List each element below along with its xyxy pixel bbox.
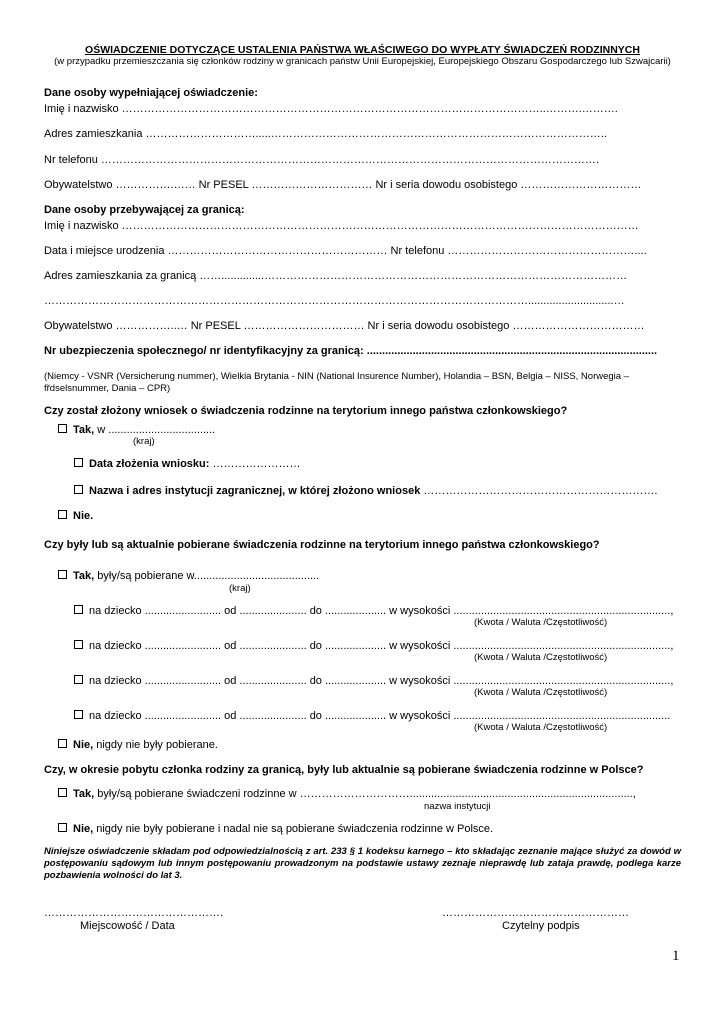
- yes-label: Tak,: [73, 424, 95, 436]
- yes-label: Tak,: [73, 788, 95, 800]
- institution-label: Nazwa i adres instytucji zagranicznej, w której złożono wniosek: [89, 485, 421, 497]
- question-benefits-poland: Czy, w okresie pobytu członka rodziny za granicą, były lub aktualnie są pobierane świadczenia rodzinne w Polsce?: [44, 764, 644, 776]
- country-caption: (kraj): [229, 583, 251, 594]
- signature-field[interactable]: ……………………………………………: [442, 907, 629, 919]
- checkbox-icon[interactable]: [74, 675, 83, 684]
- question-application: Czy został złożony wniosek o świadczenia rodzinne na terytorium innego państwa członkowskiego?: [44, 405, 568, 417]
- country-field[interactable]: w ...................................: [94, 424, 216, 436]
- abroad-name-field[interactable]: Imię i nazwisko ……………………………………………………………………………………………………………………………: [44, 220, 639, 232]
- declarant-address-field[interactable]: Adres zamieszkania ………………………….....………………………………………………………………………………..: [44, 128, 607, 140]
- country-caption: (kraj): [133, 436, 155, 447]
- child-benefit-row[interactable]: na dziecko ......................... od ...................... do .................... w wysokości .......................................................................,: [74, 675, 673, 688]
- no-label: Nie,: [73, 739, 94, 751]
- child-benefit-row[interactable]: na dziecko ......................... od ...................... do .................... w wysokości .......................................................................: [74, 710, 670, 723]
- page-title: OŚWIADCZENIE DOTYCZĄCE USTALENIA PAŃSTWA WŁAŚCIWEGO DO WYPŁATY ŚWIADCZEŃ RODZINNYCH: [85, 44, 640, 56]
- q1-no-option[interactable]: [58, 510, 93, 523]
- amount-caption: (Kwota / Waluta /Częstotliwość): [474, 687, 608, 698]
- amount-caption: (Kwota / Waluta /Częstotliwość): [474, 617, 608, 628]
- checkbox-icon[interactable]: [58, 510, 67, 519]
- amount-caption: (Kwota / Waluta /Częstotliwość): [474, 722, 608, 733]
- checkbox-icon[interactable]: [58, 424, 67, 433]
- yes-label: Tak,: [73, 570, 95, 582]
- date-label: Data złożenia wniosku:: [89, 458, 210, 470]
- no-label: Nie.: [73, 510, 94, 522]
- checkbox-icon[interactable]: [74, 605, 83, 614]
- amount-caption: (Kwota / Waluta /Częstotliwość): [474, 652, 608, 663]
- no-label: Nie,: [73, 823, 94, 835]
- no-text: nigdy nie były pobierane i nadal nie są pobierane świadczenia rodzinne w Polsce.: [93, 823, 494, 835]
- insurance-number-field[interactable]: Nr ubezpieczenia społecznego/ nr identyfikacyjny za granicą: ...............................................................................................: [44, 345, 658, 357]
- country-field[interactable]: były/są pobierane w.........................................: [94, 570, 320, 582]
- checkbox-icon[interactable]: [58, 823, 67, 832]
- child-benefit-row[interactable]: na dziecko ......................... od ...................... do .................... w wysokości .......................................................................,: [74, 640, 673, 653]
- checkbox-icon[interactable]: [74, 458, 83, 467]
- checkbox-icon[interactable]: [74, 485, 83, 494]
- checkbox-icon[interactable]: [58, 570, 67, 579]
- abroad-address-field[interactable]: Adres zamieszkania za granicą ……..............………………………………………………………………………………………: [44, 270, 628, 282]
- abroad-address-line2[interactable]: ……………………………………………………………………………………………………………………............................…: [44, 295, 625, 307]
- declarant-heading: Dane osoby wypełniającej oświadczenie:: [44, 87, 258, 99]
- question-benefits-abroad: Czy były lub są aktualnie pobierane świadczenia rodzinne na terytorium innego państwa członkowskiego?: [44, 539, 600, 551]
- abroad-ids-field[interactable]: Obywatelstwo ……………..… Nr PESEL …………………………… Nr i seria dowodu osobistego ………………………………: [44, 320, 645, 332]
- abroad-heading: Dane osoby przebywającej za granicą:: [44, 204, 245, 216]
- child-benefit-row[interactable]: na dziecko ......................... od ...................... do .................... w wysokości .......................................................................,: [74, 605, 673, 618]
- signature-label: Czytelny podpis: [502, 920, 580, 932]
- abroad-birth-field[interactable]: Data i miejsce urodzenia …………………………………………………… Nr telefonu ……………………………………………....: [44, 245, 647, 257]
- insurance-note-cont: fřdselsnummer, Dania – CPR): [44, 383, 171, 394]
- institution-field[interactable]: były/są pobierane świadczeni rodzinne w ………………………….........................................................................,: [94, 788, 636, 800]
- declarant-phone-field[interactable]: Nr telefonu ……………………………………………………………………………………………………………………….: [44, 154, 599, 166]
- institution-caption: nazwa instytucji: [424, 801, 491, 812]
- place-date-label: Miejscowość / Data: [80, 920, 175, 932]
- q3-yes-option[interactable]: [58, 788, 636, 801]
- checkbox-icon[interactable]: [58, 788, 67, 797]
- legal-statement: Niniejsze oświadczenie składam pod odpowiedzialnością z art. 233 § 1 kodeksu karnego – kto składając zeznanie mające służyć za dowód w postępowaniu sądowym lub innym postępowaniu prowadzonym na podstawie ustawy zeznaje nieprawdę lub zataja prawdę, podlega karze pozbawienia wolności do lat 3.: [44, 846, 681, 881]
- checkbox-icon[interactable]: [74, 710, 83, 719]
- q1-date-option[interactable]: [74, 458, 300, 471]
- place-date-field[interactable]: ………………………………………….: [44, 907, 224, 919]
- q3-no-option[interactable]: [58, 823, 493, 836]
- q1-institution-option[interactable]: [74, 485, 657, 498]
- page-subtitle: (w przypadku przemieszczania się członków rodziny w granicach państw Unii Europejskiej, Europejskiego Obszaru Gospodarczego lub Szwajcarii): [54, 56, 671, 67]
- date-field[interactable]: ……………………: [209, 458, 301, 470]
- checkbox-icon[interactable]: [58, 739, 67, 748]
- insurance-note: (Niemcy - VSNR (Versicherung nummer), Wielkia Brytania - NIN (National Insurence Number), Holandia – BSN, Belgia – NISS, Norwegia –: [44, 371, 629, 382]
- checkbox-icon[interactable]: [74, 640, 83, 649]
- q2-yes-option[interactable]: [58, 570, 319, 583]
- page-number: 1: [672, 948, 680, 964]
- declarant-ids-field[interactable]: Obywatelstwo …………….…… Nr PESEL …………………………… Nr i seria dowodu osobistego ……………………………: [44, 179, 642, 191]
- no-text: nigdy nie były pobierane.: [93, 739, 218, 751]
- declarant-name-field[interactable]: Imię i nazwisko ……………………………………………………………………………………………………..……….……….: [44, 103, 618, 115]
- institution-field[interactable]: ……………………………………………………….: [420, 485, 658, 497]
- q2-no-option[interactable]: [58, 739, 218, 752]
